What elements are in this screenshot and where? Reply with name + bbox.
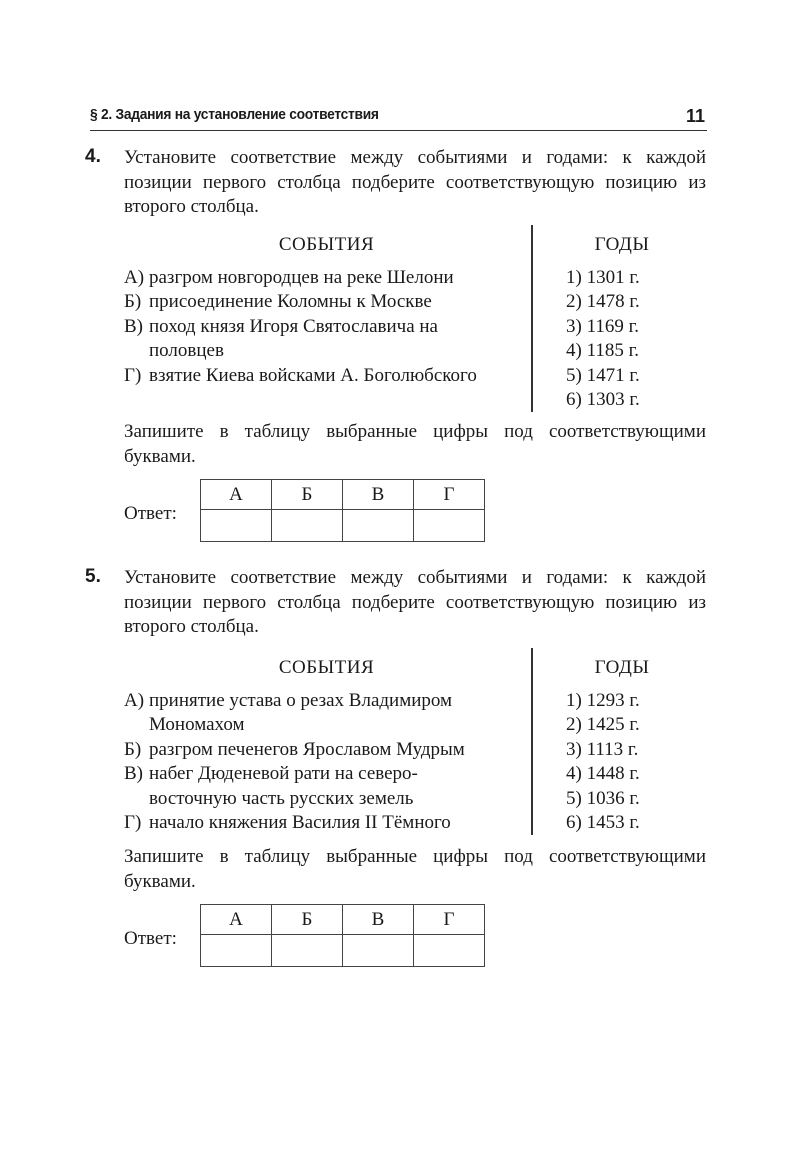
event-text: разгром печенегов Ярославом Мудрым	[149, 738, 465, 760]
year-item: 6) 1303 г.	[566, 389, 640, 410]
answer-column-g: Г	[414, 905, 485, 935]
year-item: 4) 1185 г.	[566, 340, 640, 361]
task-prompt: Установите соответствие между событиями и годами: к каждой позиции первого столбца подберите соответствующую позицию из второго столбца.	[124, 567, 706, 637]
section-title: § 2. Задания на установление соответствия	[90, 106, 379, 123]
years-column	[534, 656, 706, 836]
event-item	[124, 689, 529, 738]
event-letter: В)	[124, 763, 143, 784]
column-divider	[531, 648, 533, 835]
answer-cell-b[interactable]	[272, 510, 343, 542]
instruction-text: Запишите в таблицу выбранные цифры под соответствующими буквами.	[124, 846, 706, 892]
answer-column-a: А	[201, 480, 272, 510]
event-item	[124, 315, 529, 364]
answer-cell-a[interactable]	[201, 510, 272, 542]
answer-label: Ответ:	[124, 503, 177, 524]
instruction-text: Запишите в таблицу выбранные цифры под соответствующими буквами.	[124, 421, 706, 467]
answer-column-a: А	[201, 905, 272, 935]
event-text: принятие устава о резах Владимиром Мономахом	[149, 689, 453, 735]
answer-column-g: Г	[414, 480, 485, 510]
answer-header-row	[201, 905, 485, 935]
answer-table	[200, 479, 485, 542]
page-header	[90, 104, 707, 131]
event-item	[124, 738, 529, 763]
event-text: поход князя Игоря Святославича на половцев	[149, 315, 438, 361]
year-item: 3) 1169 г.	[566, 315, 640, 337]
answer-input-row	[201, 935, 485, 967]
year-item: 4) 1448 г.	[566, 763, 640, 784]
event-text: присоединение Коломны к Москве	[149, 291, 432, 312]
event-item	[124, 290, 529, 315]
event-letter: Б)	[124, 738, 142, 760]
answer-cell-b[interactable]	[272, 935, 343, 967]
years-header: ГОДЫ	[594, 657, 650, 678]
year-item: 1) 1301 г.	[566, 266, 640, 288]
event-letter: В)	[124, 315, 143, 337]
year-item: 6) 1453 г.	[566, 812, 640, 833]
event-item	[124, 811, 529, 836]
year-item: 5) 1471 г.	[566, 364, 640, 386]
event-text: взятие Киева войсками А. Боголюбского	[149, 364, 477, 386]
years-header: ГОДЫ	[594, 234, 650, 255]
events-column	[124, 656, 529, 836]
event-text: разгром новгородцев на реке Шелони	[149, 266, 454, 288]
events-column	[124, 233, 529, 388]
event-item	[124, 364, 529, 389]
event-letter: Г)	[124, 364, 142, 386]
event-text: начало княжения Василия II Тёмного	[149, 812, 451, 833]
year-item: 2) 1425 г.	[566, 714, 640, 735]
task-number: 5.	[85, 566, 101, 587]
page-number: 11	[685, 106, 705, 126]
answer-column-v: В	[343, 480, 414, 510]
answer-cell-a[interactable]	[201, 935, 272, 967]
event-letter: Б)	[124, 291, 142, 312]
answer-header-row	[201, 480, 485, 510]
year-item: 5) 1036 г.	[566, 787, 640, 809]
answer-cell-g[interactable]	[414, 510, 485, 542]
column-divider	[531, 225, 533, 412]
answer-input-row	[201, 510, 485, 542]
years-column	[534, 233, 706, 413]
events-header: СОБЫТИЯ	[278, 657, 375, 678]
event-letter: А)	[124, 689, 145, 711]
answer-column-b: Б	[272, 480, 343, 510]
answer-table	[200, 904, 485, 967]
answer-column-b: Б	[272, 905, 343, 935]
answer-cell-g[interactable]	[414, 935, 485, 967]
answer-cell-v[interactable]	[343, 510, 414, 542]
event-item	[124, 762, 529, 811]
event-letter: А)	[124, 266, 145, 288]
task-number: 4.	[85, 146, 101, 167]
answer-cell-v[interactable]	[343, 935, 414, 967]
answer-label: Ответ:	[124, 928, 177, 949]
year-item: 3) 1113 г.	[566, 738, 639, 760]
event-text: набег Дюденевой рати на северо-восточную часть русских земель	[149, 763, 418, 809]
task-prompt: Установите соответствие между событиями и годами: к каждой позиции первого столбца подберите соответствующую позицию из второго столбца.	[124, 147, 706, 217]
year-item: 2) 1478 г.	[566, 291, 640, 312]
answer-column-v: В	[343, 905, 414, 935]
year-item: 1) 1293 г.	[566, 689, 640, 711]
event-item	[124, 266, 529, 291]
event-letter: Г)	[124, 812, 142, 833]
events-header: СОБЫТИЯ	[278, 234, 375, 255]
